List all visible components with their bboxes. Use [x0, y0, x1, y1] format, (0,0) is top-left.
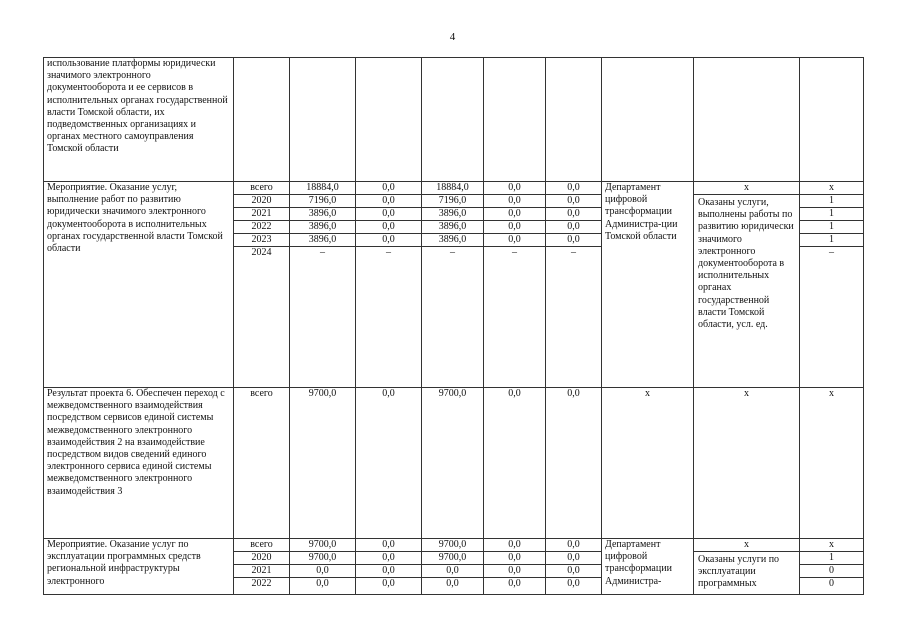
reg-list [422, 539, 483, 590]
value-cell: 0,0 [316, 578, 329, 589]
value-cell: 1 [800, 195, 863, 208]
value-cell: 3896,0 [290, 221, 355, 234]
value-cell: 3896,0 [422, 208, 483, 221]
indicator-head: x [694, 182, 799, 195]
value-cell: 0,0 [546, 552, 601, 565]
value-cell: 0,0 [446, 578, 459, 589]
value-cell: – [512, 247, 517, 258]
year-cell: 2022 [234, 221, 289, 234]
value-cell: 0,0 [484, 182, 545, 195]
other-list [546, 539, 601, 590]
mun-list [484, 539, 545, 590]
year-cell: 2022 [251, 578, 272, 589]
value-cell: 0,0 [546, 234, 601, 247]
indicator-values [800, 539, 863, 590]
value-cell: 0,0 [546, 182, 601, 195]
indicator-values [800, 182, 863, 259]
table-row [44, 182, 864, 388]
value-cell: 0,0 [356, 208, 421, 221]
row-name: использование платформы юридически значимого электронного документооборота и ее сервисов в исполнительных органах государственной власти Томской области, их подведомственных организациях и органах местного самоуправления Томской области [44, 58, 234, 182]
value-cell: x [800, 182, 863, 195]
value-cell: 0 [800, 565, 863, 578]
executor: x [602, 388, 694, 539]
executor: Департамент цифровой трансформации Администра-ции Томской области [602, 182, 694, 388]
mun-list [484, 182, 545, 259]
total-list [290, 182, 355, 259]
value-cell: 0,0 [508, 578, 521, 589]
value-cell: 0,0 [546, 565, 601, 578]
value-cell: x [800, 539, 863, 552]
years-list [234, 182, 289, 259]
fed-list [356, 182, 421, 259]
value-cell: – [571, 247, 576, 258]
value-cell: – [450, 247, 455, 258]
value-cell: 18884,0 [422, 182, 483, 195]
value-cell: 0,0 [484, 552, 545, 565]
value-cell: 0,0 [546, 539, 601, 552]
row-name: Мероприятие. Оказание услуг по эксплуатации программных средств региональной инфраструктуры электронного [44, 539, 234, 595]
value-cell: 7196,0 [422, 195, 483, 208]
value-cell: 0,0 [546, 195, 601, 208]
value-cell: 0,0 [382, 578, 395, 589]
total-list [290, 539, 355, 590]
reg-list [422, 182, 483, 259]
value-cell: 0,0 [422, 565, 483, 578]
value-cell: 1 [800, 221, 863, 234]
value-cell: 0,0 [546, 208, 601, 221]
value-cell: – [829, 247, 834, 258]
value-cell: 3896,0 [290, 234, 355, 247]
value-cell: 0,0 [356, 195, 421, 208]
years-list [234, 539, 289, 590]
indicator-text: Оказаны услуги, выполнены работы по развитию юридически значимого электронного документооборота в исполнительных органах государственной власти Томской области, усл. ед. [698, 197, 794, 331]
row-name: Мероприятие. Оказание услуг, выполнение работ по развитию юридически значимого электронного документооборота в исполнительных органах государственной власти Томской области [44, 182, 234, 388]
year-cell: всего [234, 182, 289, 195]
value-cell: 9700,0 [422, 539, 483, 552]
value-cell: 3896,0 [422, 234, 483, 247]
value-cell: 9700,0 [290, 388, 356, 539]
table-row [44, 388, 864, 539]
value-cell: 0,0 [546, 388, 602, 539]
value-cell: 9700,0 [290, 552, 355, 565]
indicator-text: x [694, 388, 800, 539]
value-cell: 0,0 [356, 182, 421, 195]
page-number: 4 [449, 31, 456, 43]
year-cell: всего [234, 388, 290, 539]
value-cell: 3896,0 [290, 208, 355, 221]
row-name: Результат проекта 6. Обеспечен переход с межведомственного взаимодействия посредством сервисов единой системы межведомственного электронного взаимодействия 2 на взаимодействие посредством видов сведений единого электронного сервиса единой системы межведомственного электронного взаимодействия 3 [44, 388, 234, 539]
table-row [44, 58, 864, 182]
value-cell: 0,0 [484, 195, 545, 208]
value-cell: – [386, 247, 391, 258]
value-cell: 1 [800, 234, 863, 247]
value-cell: 9700,0 [422, 552, 483, 565]
value-cell: 9700,0 [422, 388, 484, 539]
year-cell: 2021 [234, 565, 289, 578]
value-cell: 0,0 [546, 221, 601, 234]
year-cell: 2023 [234, 234, 289, 247]
value-cell: 0,0 [484, 388, 546, 539]
value-cell: 0,0 [484, 208, 545, 221]
value-cell: 0,0 [484, 539, 545, 552]
fed-list [356, 539, 421, 590]
value-cell: 0,0 [356, 565, 421, 578]
value-cell: 0,0 [356, 388, 422, 539]
value-cell: x [800, 388, 864, 539]
other-list [546, 182, 601, 259]
value-cell: 0,0 [484, 221, 545, 234]
value-cell: 0,0 [484, 565, 545, 578]
value-cell: 0,0 [356, 539, 421, 552]
value-cell: 0,0 [567, 578, 580, 589]
value-cell: 0,0 [484, 234, 545, 247]
year-cell: 2021 [234, 208, 289, 221]
year-cell: 2024 [251, 247, 272, 258]
value-cell: 0,0 [290, 565, 355, 578]
executor: Департамент цифровой трансформации Администра- [602, 539, 694, 595]
value-cell: 7196,0 [290, 195, 355, 208]
value-cell: 0,0 [356, 552, 421, 565]
program-table [43, 57, 864, 595]
year-cell: 2020 [234, 195, 289, 208]
value-cell: 0,0 [356, 221, 421, 234]
value-cell: 0,0 [356, 234, 421, 247]
table-row [44, 539, 864, 595]
value-cell: 1 [800, 552, 863, 565]
value-cell: 0 [829, 578, 834, 589]
indicator-text: Оказаны услуги по эксплуатации программных [698, 554, 780, 590]
year-cell: 2020 [234, 552, 289, 565]
value-cell: 18884,0 [290, 182, 355, 195]
value-cell: 9700,0 [290, 539, 355, 552]
value-cell: – [320, 247, 325, 258]
year-cell: всего [234, 539, 289, 552]
value-cell: 3896,0 [422, 221, 483, 234]
value-cell: 1 [800, 208, 863, 221]
indicator-head: x [694, 539, 799, 552]
